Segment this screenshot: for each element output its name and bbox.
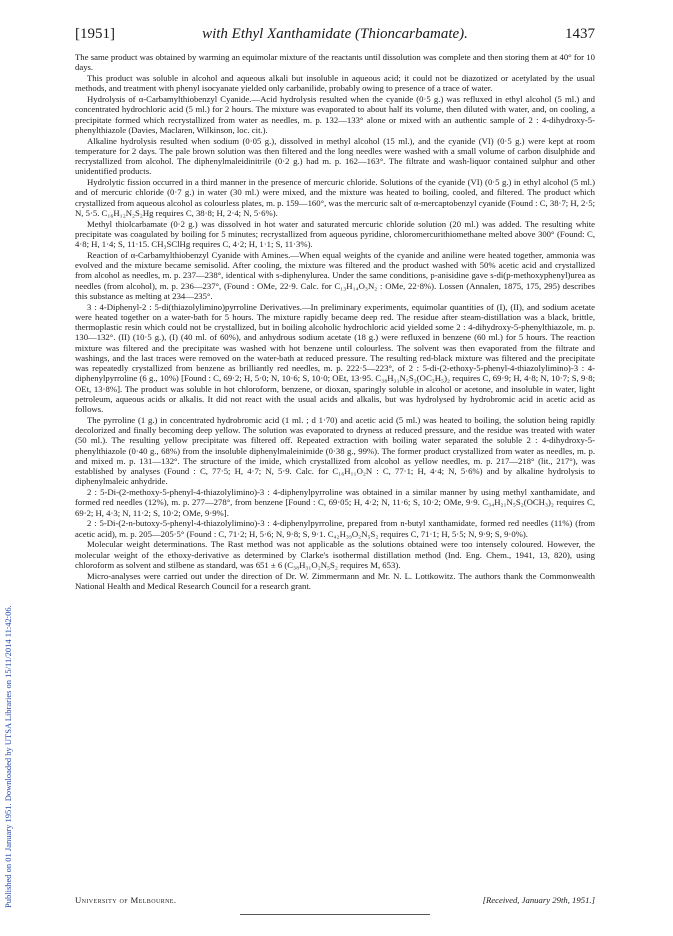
page-number: 1437 (565, 26, 595, 42)
paragraph-9: The pyrroline (1 g.) in concentrated hydrobromic acid (1 ml. ; d 1·70) and acetic acid (5 ml.) was heated to boiling, the solution being rapidly decolorized and finally becoming deep yellow. The solution was evaporated to dryness at reduced pressure, and the residue was treated with water (50 ml.). The resulting yellow precipitate was filtered off. Repeated extraction with boiling water separated the soluble 2 : 4-dihydroxy-5-phenylthiazole (0·40 g., 68%) from the insoluble diphenylmaleinimide (0·38 g., 99%). The former product crystallized from water as needles, m. p. and mixed m. p. 131—132°. The structure of the imide, which crystallized from alcohol as yellow needles, m. p. 217—218° (lit., 217°), was established by analyses (Found : C, 77·5; H, 4·7; N, 5·9. Calc. for C₁₆H₁₁O₂N : C, 77·1; H, 4·4; N, 5·6%) and by alkaline hydrolysis to diphenylmaleic anhydride. (75, 414, 595, 487)
paragraph-4: Alkaline hydrolysis resulted when sodium (0·05 g.), dissolved in methyl alcohol (15 ml.), and the cyanide (VI) (0·5 g.) were kept at room temperature for 2 days. The pale brown solution was then filtered and the long needles were washed with a small volume of carbon disulphide and recrystallized from alcohol. The diphenylmaleidinitrile (0·2 g.) had m. p. 162—163°. The filtrate and wash-liquor contained sulphur and other unidentified products. (75, 135, 595, 177)
download-watermark-text: Published on 01 January 1951. Downloaded by UTSA Libraries on 15/11/2014 11:42:06. (3, 605, 13, 908)
header-year: [1951] (75, 26, 115, 42)
download-watermark (2, 96, 16, 906)
end-rule (240, 914, 430, 915)
paragraph-7: Reaction of α-Carbamylthiobenzyl Cyanide with Amines.—When equal weights of the cyanide and aniline were heated together, ammonia was evolved and the mixture became semisolid. After cooling, the mixture was filtered and the product washed with 50% acetic acid and crystallized from alcohol as needles, m. p. 237—238°, identical with s-diphenylurea. Under the same conditions, p-anisidine gave s-di(p-methoxyphenyl)urea as needles (from alcohol), m. p. 236—237°, (Found : OMe, 22·9. Calc. for C₁₃H₁₄O₃N₂ : OMe, 22·8%). Lossen (Annalen, 1875, 175, 295) describes this substance as melting at 234—235°. (75, 249, 595, 301)
paragraph-8: 3 : 4-Diphenyl-2 : 5-di(thiazolylimino)pyrroline Derivatives.—In preliminary experiments, equimolar quantities of (I), (II), and sodium acetate were heated together on a water-bath for 5 hours. The mixture rapidly became deep red. The residue after steam-distillation was a black, brittle, thermoplastic resin which could not be crystallized, but in boiling alcoholic hydrochloric acid yielded some 2 : 4-dihydroxy-5-phenylthiazole, m. p. 130—132°. (II) (10·5 g.), (I) (40 ml. of 60%), and anhydrous sodium acetate (18 g.) were refluxed in benzene (60 ml.) for 5 hours. The reaction mixture was filtered and the precipitate was washed with hot benzene until colourless. The solvent was then evaporated from the filtrate and washings, and the last traces were removed on the water-bath at reduced pressure. The resulting red-black mixture was filtered and the precipitate was repeatedly crystallized from benzene as brilliantly red needles, m. p. 222·5—223°, of 2 : 5-di-(2-ethoxy-5-phenyl-4-thiazolylimino)-3 : 4-diphenylpyrroline (6 g., 10%) [Found : C, 69·2; H, 5·0; N, 10·6; S, 10·0; OEt, 13·95. C₃₈H₃₁N₅S₂(OC₂H₅)₂ requires C, 69·9; H, 4·8; N, 10·7; S, 9·8; OEt, 13·8%]. The product was soluble in hot chloroform, benzene, or dioxan, sparingly soluble in alcohol or acetone, and insoluble in water, light petroleum, aqueous acids or alkalis. It did not react with the usual acids and alkalis, but was hydrolysed by hydrobromic acid in acetic acid as follows. (75, 301, 595, 414)
paragraph-12: Molecular weight determinations. The Rast method was not applicable as the solutions obtained were too intensely coloured. However, the molecular weight of the ethoxy-derivative as determined by Clarke's isothermal distillation method (Ind. Eng. Chem., 1941, 13, 820), using chloroform as solvent and stilbene as standard, was 651 ± 6 (C₃₈H₃₁O₂N₅S₂ requires M, 653). (75, 539, 595, 570)
article-body (75, 52, 595, 592)
article-footer (75, 895, 595, 909)
affiliation: University of Melbourne. (75, 895, 177, 905)
paragraph-5: Hydrolytic fission occurred in a third manner in the presence of mercuric chloride. Solutions of the cyanide (VI) (0·5 g.) in ethyl alcohol (5 ml.) and of mercuric chloride (0·7 g.) in water (30 ml.) were mixed, and the mixture was heated to boiling, cooled, and filtered. The product which crystallized from aqueous alcohol as colourless plates, m. p. 159—160°, was the mercuric salt of α-mercaptobenzyl cyanide (Found : C, 38·7; H, 2·5; N, 5·5. C₁₆H₁₂N₂S₂Hg requires C, 38·8; H, 2·4; N, 5·6%). (75, 177, 595, 218)
paragraph-3: Hydrolysis of α-Carbamylthiobenzyl Cyanide.—Acid hydrolysis resulted when the cyanide (0·5 g.) was refluxed in ethyl alcohol (5 ml.) and concentrated hydrochloric acid (5 ml.) for 2 hours. The mixture was evaporated to about half its volume, then diluted with water, and, on cooling, a precipitate formed which recrystallized from water as needles, m. p. 132—133° alone or mixed with an authentic sample of 2 : 4-dihydroxy-5-phenylthiazole (Davies, Maclaren, Wilkinson, loc. cit.). (75, 94, 595, 135)
paragraph-10: 2 : 5-Di-(2-methoxy-5-phenyl-4-thiazolylimino)-3 : 4-diphenylpyrroline was obtained in a similar manner by using methyl xanthamidate, and formed red needles (12%), m. p. 277—278°, from benzene [Found : C, 69·05; H, 4·2; N, 11·6; S, 10·2; OMe, 9·9. C₃₄H₂₁N₅S₂(OCH₃)₂ requires C, 69·2; H, 4·3; N, 11·2; S, 10·2; OMe, 9·9%]. (75, 487, 595, 518)
paragraph-6: Methyl thiolcarbamate (0·2 g.) was dissolved in hot water and saturated mercuric chloride solution (20 ml.) was added. The resulting white precipitate was coagulated by boiling for 5 minutes; recrystallized from aqueous pyridine, chloromercurithiomethane melted above 300° (Found: C, 4·8; H, 1·4; S, 11·15. CH₃SClHg requires C, 4·2; H, 1·1; S, 11·3%). (75, 218, 595, 249)
paragraph-11: 2 : 5-Di-(2-n-butoxy-5-phenyl-4-thiazolylimino)-3 : 4-diphenylpyrroline, prepared from n-butyl xanthamidate, formed red needles (11%) (from acetic acid), m. p. 205—205·5° (Found : C, 71·2; H, 5·6; N, 9·8; S, 9·1. C₄₂H₃₉O₂N₅S₂ requires C, 71·1; H, 5·5; N, 9·9; S, 9·0%). (75, 518, 595, 539)
received-date: [Received, January 29th, 1951.] (482, 895, 595, 905)
running-header (75, 26, 595, 48)
paragraph-13: Micro-analyses were carried out under the direction of Dr. W. Zimmermann and Mr. N. L. Lottkowitz. The authors thank the Commonwealth National Health and Medical Research Council for a research grant. (75, 570, 595, 591)
paragraph-2: This product was soluble in alcohol and aqueous alkali but insoluble in aqueous acid; it could not be diazotized or acetylated by the usual methods, and treatment with phenyl isocyanate yielded only carbanilide, probably owing to presence of a trace of water. (75, 73, 595, 94)
paragraph-1: The same product was obtained by warming an equimolar mixture of the reactants until dissolution was complete and then storing them at 40° for 10 days. (75, 52, 595, 73)
running-title: with Ethyl Xanthamidate (Thioncarbamate). (202, 26, 468, 42)
